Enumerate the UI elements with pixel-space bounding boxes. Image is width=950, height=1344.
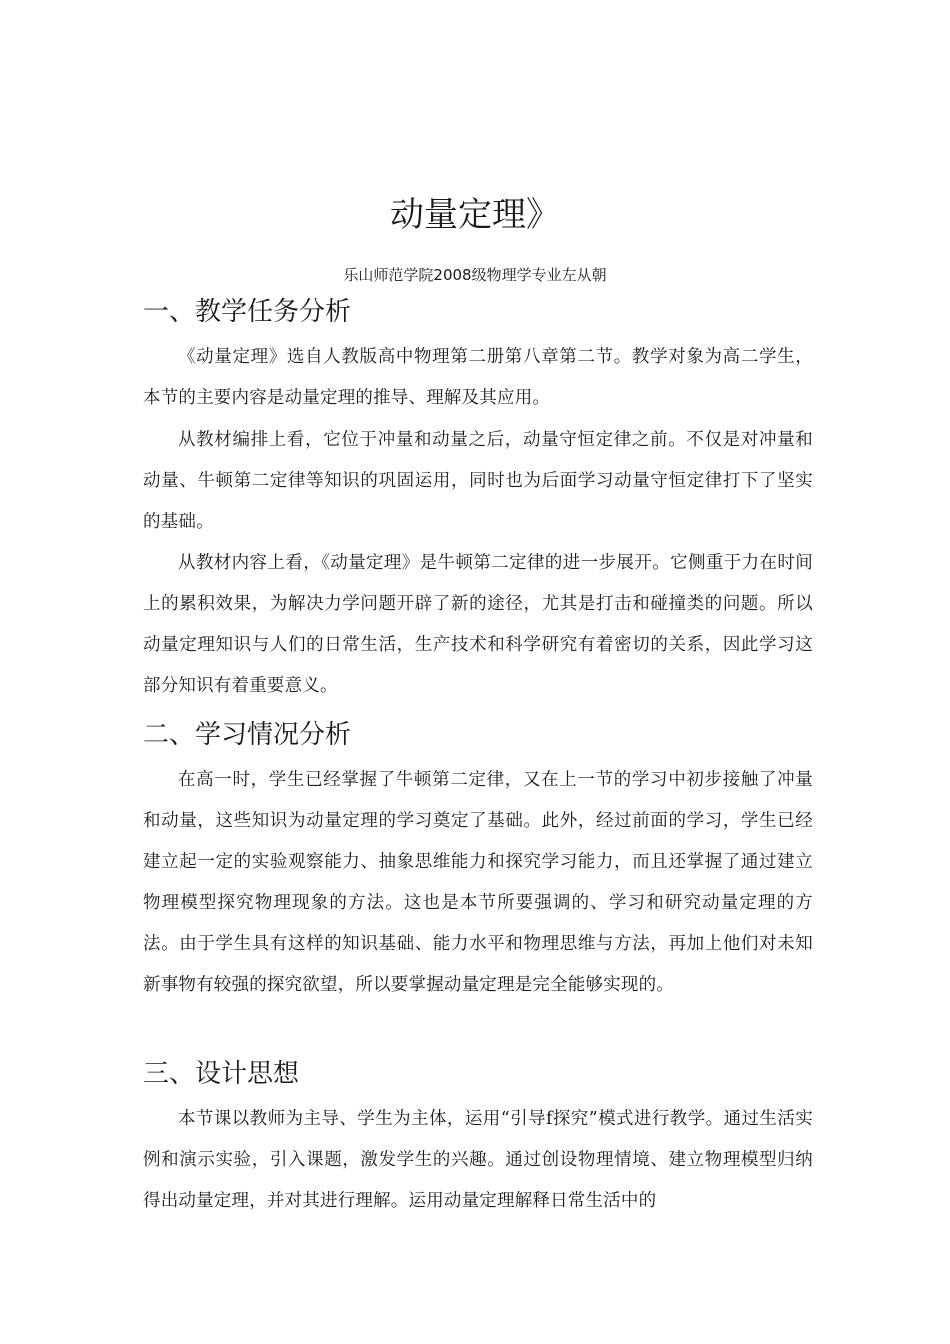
paragraph-learning-1: 在高一时，学生已经掌握了牛顿第二定律，又在上一节的学习中初步接触了冲量和动量，这些知识为动量定理的学习奠定了基础。此外，经过前面的学习，学生已经建立起一定的实验观察能力、抽象思维能力和探究学习能力，而且还掌握了通过建立物理模型探究物理现象的方法。这也是本节所要强调的、学习和研究动量定理的方法。由于学生具有这样的知识基础、能力水平和物理思维与方法，再加上他们对未知新事物有较强的探究欲望，所以要掌握动量定理是完全能够实现的。	[143, 770, 813, 995]
document-author-line: 乐山师范学院2008级物理学专业左从朝	[343, 266, 607, 284]
section-heading-task-analysis: 一、教学任务分析	[143, 297, 352, 327]
section-heading-design-idea: 三、设计思想	[143, 1059, 300, 1089]
paragraph-task-1: 《动量定理》选自人教版高中物理第二册第八章第二节。教学对象为高二学生，本节的主要内容是动量定理的推导、理解及其应用。	[143, 347, 813, 408]
document-title: 动量定理》	[390, 195, 560, 235]
section-heading-learning-analysis: 二、学习情况分析	[143, 720, 352, 750]
paragraph-task-2: 从教材编排上看，它位于冲量和动量之后，动量守恒定律之前。不仅是对冲量和动量、牛顿第二定律等知识的巩固运用，同时也为后面学习动量守恒定律打下了坚实的基础。	[143, 430, 813, 532]
paragraph-task-3: 从教材内容上看，《动量定理》是牛顿第二定律的进一步展开。它侧重于力在时间上的累积效果，为解决力学问题开辟了新的途径，尤其是打击和碰撞类的问题。所以动量定理知识与人们的日常生活，生产技术和科学研究有着密切的关系，因此学习这部分知识有着重要意义。	[143, 553, 813, 696]
paragraph-design-1: 本节课以教师为主导、学生为主体，运用“引导f探究”模式进行教学。通过生活实例和演示实验，引入课题，激发学生的兴趣。通过创设物理情境、建立物理模型归纳得出动量定理，并对其进行理解。运用动量定理解释日常生活中的	[143, 1109, 813, 1211]
